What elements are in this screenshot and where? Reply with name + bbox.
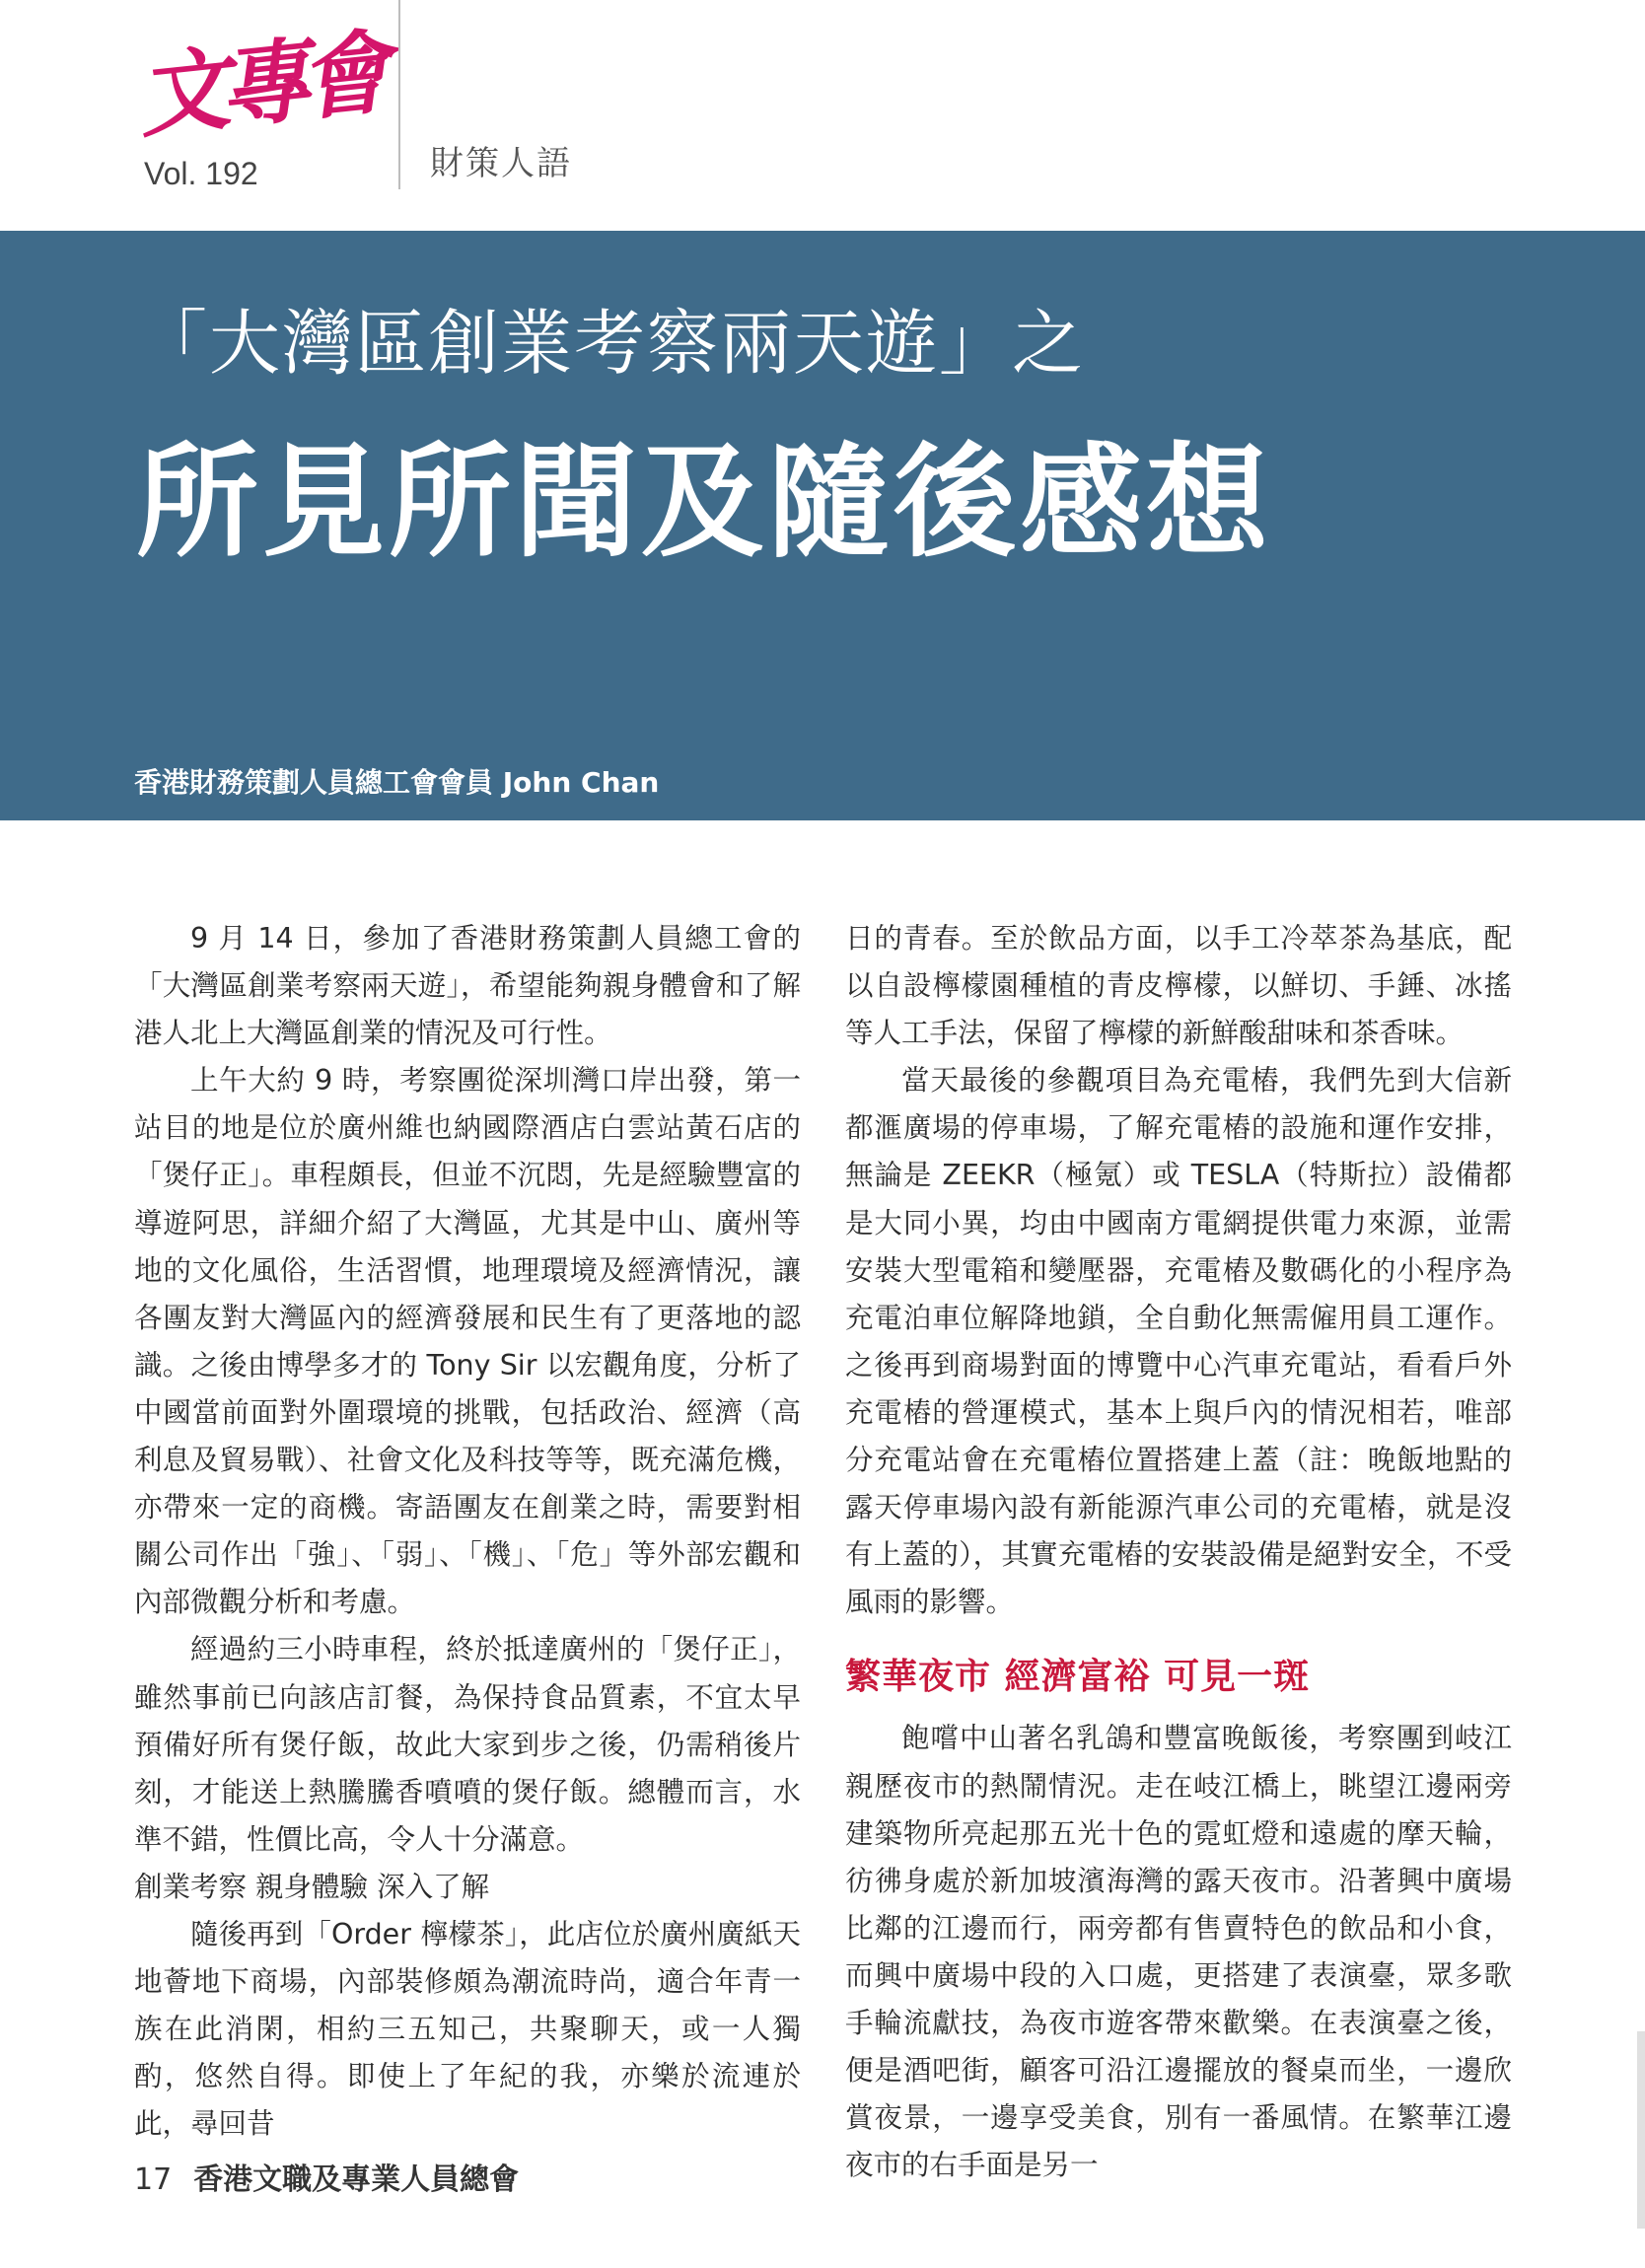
organization-name: 香港文職及專業人員總會 <box>193 2162 520 2197</box>
article-title-line1: 「大灣區創業考察兩天遊」之 <box>136 302 1086 385</box>
section-name: 財策人語 <box>430 144 572 183</box>
page-edge-shadow <box>1637 2031 1645 2229</box>
page-number: 17 <box>134 2162 173 2197</box>
paragraph-continuation: 日的青春。至於飲品方面，以手工冷萃茶為基底，配以自設檸檬園種植的青皮檸檬，以鮮切、手錘、冰搖等人工手法，保留了檸檬的新鮮酸甜味和茶香味。 <box>845 922 1512 1050</box>
paragraph: 上午大約 9 時，考察團從深圳灣口岸出發，第一站目的地是位於廣州維也納國際酒店白雲站黃石店的「煲仔正」。車程頗長，但並不沉悶，先是經驗豐富的導遊阿思，詳細介紹了大灣區，尤其是中山、廣州等地的文化風俗，生活習慣，地理環境及經濟情況，讓各團友對大灣區內的經濟發展和民生有了更落地的認識。之後由博學多才的 Tony Sir 以宏觀角度，分析了中國當前面對外圍環境的挑戰，包括政治、經濟（高利息及貿易戰）、社會文化及科技等等，既充滿危機，亦帶來一定的商機。寄語團友在創業之時，需要對相關公司作出「強」、「弱」、「機」、「危」等外部宏觀和內部微觀分析和考慮。 <box>134 1064 801 1619</box>
paragraph: 9 月 14 日，參加了香港財務策劃人員總工會的「大灣區創業考察兩天遊」，希望能夠親身體會和了解港人北上大灣區創業的情況及可行性。 <box>134 922 801 1050</box>
right-column <box>845 915 1512 2189</box>
volume-number: Vol. 192 <box>144 156 258 191</box>
paragraph: 當天最後的參觀項目為充電樁，我們先到大信新都滙廣場的停車場，了解充電樁的設施和運作安排，無論是 ZEEKR（極氪）或 TESLA（特斯拉）設備都是大同小異，均由中國南方電網提供電力來源，並需安裝大型電箱和變壓器，充電樁及數碼化的小程序為充電泊車位解降地鎖，全自動化無需僱用員工運作。之後再到商場對面的博覽中心汽車充電站，看看戶外充電樁的營運模式，基本上與戶內的情況相若，唯部分充電站會在充電樁位置搭建上蓋（註：晚飯地點的露天停車場內設有新能源汽車公司的充電樁，就是沒有上蓋的），其實充電樁的安裝設備是絕對安全，不受風雨的影響。 <box>845 1064 1512 1619</box>
paragraph: 隨後再到「Order 檸檬茶」，此店位於廣州廣紙天地薈地下商場，內部裝修頗為潮流時尚，適合年青一族在此消閑，相約三五知己，共聚聊天，或一人獨酌，悠然自得。即使上了年紀的我，亦樂於流連於此，尋回昔 <box>134 1917 801 2141</box>
logo-text: 文專會 <box>133 19 386 151</box>
page-footer <box>134 2155 519 2198</box>
article-title-line2: 所見所聞及隨後感想 <box>136 432 1273 574</box>
paragraph: 飽嚐中山著名乳鴿和豐富晚飯後，考察團到岐江親歷夜市的熱鬧情況。走在岐江橋上，眺望江邊兩旁建築物所亮起那五光十色的霓虹燈和遠處的摩天輪，彷彿身處於新加坡濱海灣的露天夜市。沿著興中廣場比鄰的江邊而行，兩旁都有售賣特色的飲品和小食，而興中廣場中段的入口處，更搭建了表演臺，眾多歌手輪流獻技，為夜市遊客帶來歡樂。在表演臺之後，便是酒吧街，顧客可沿江邊擺放的餐桌而坐，一邊欣賞夜景，一邊享受美食，別有一番風情。在繁華江邊夜市的右手面是另一 <box>845 1722 1512 2182</box>
left-column <box>134 915 801 2148</box>
plain-subheading: 創業考察 親身體驗 深入了解 <box>134 1870 490 1903</box>
section-subheading: 繁華夜市 經濟富裕 可見一斑 <box>845 1657 1311 1698</box>
paragraph: 經過約三小時車程，終於抵達廣州的「煲仔正」，雖然事前已向該店訂餐，為保持食品質素，不宜太早預備好所有煲仔飯，故此大家到步之後，仍需稍後片刻，才能送上熱騰騰香噴噴的煲仔飯。總體而言，水準不錯，性價比高，令人十分滿意。 <box>134 1633 801 1856</box>
article-byline: 香港財務策劃人員總工會會員 John Chan <box>134 766 660 799</box>
header-divider <box>398 0 400 189</box>
magazine-logo <box>133 19 386 197</box>
